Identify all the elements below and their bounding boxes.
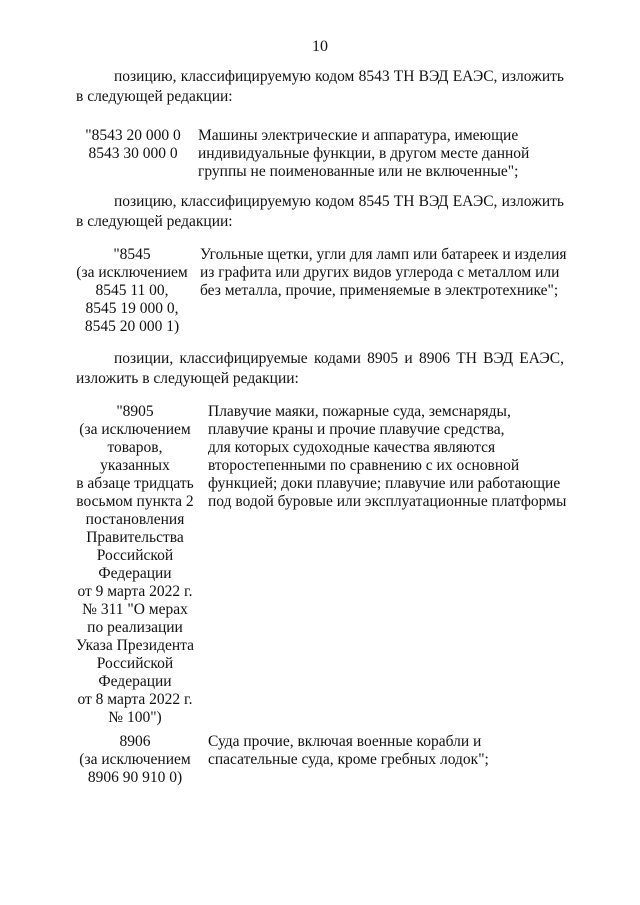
tariff-entry-8906 (76, 733, 578, 787)
tariff-code-8543: "8543 20 000 0 8543 30 000 0 (85, 127, 181, 162)
tariff-description-8905: Плавучие маяки, пожарные суда, земснаряды, плавучие краны и прочие плавучие средства, для которых судоходные качества являются второстепенными по сравнению с их основной функцией; доки плавучие; плавучие или работающие под водой буровые или эксплуатационные платформы (208, 403, 567, 510)
tariff-description-8906: Суда прочие, включая военные корабли и спасательные суда, кроме гребных лодок"; (208, 733, 489, 768)
intro-paragraph-8543: позицию, классифицируемую кодом 8543 ТН ВЭД ЕАЭС, изложить в следующей редакции: (76, 68, 564, 105)
tariff-entry-8545 (76, 246, 578, 336)
tariff-code-8906: 8906 (за исключением 8906 90 910 0) (79, 733, 191, 786)
tariff-description-8543: Машины электрические и аппаратура, имеющие индивидуальные функции, в другом месте данной группы не поименованные или не включенные"; (198, 127, 530, 180)
tariff-code-8545: "8545 (за исключением 8545 11 00, 8545 19 000 0, 8545 20 000 1) (76, 246, 188, 335)
page-number: 10 (312, 38, 328, 55)
tariff-code-8905: "8905 (за исключением товаров, указанных в абзаце тридцать восьмом пункта 2 постановления Правительства Российской Федерации от 9 марта 2022 г. № 311 "О мерах по реализации Указа Президента Российской Федерации от 8 марта 2022 г. № 100") (76, 403, 194, 726)
intro-paragraph-8905-8906: позиции, классифицируемые кодами 8905 и 8906 ТН ВЭД ЕАЭС, изложить в следующей редакции: (76, 350, 564, 387)
tariff-entry-8905 (76, 403, 578, 727)
tariff-entry-8543 (82, 127, 568, 181)
tariff-description-8545: Угольные щетки, угли для ламп или батареек и изделия из графита или других видов углерода с металлом или без металла, прочие, применяемые в электротехнике"; (200, 246, 567, 299)
intro-paragraph-8545: позицию, классифицируемую кодом 8545 ТН ВЭД ЕАЭС, изложить в следующей редакции: (76, 193, 564, 230)
